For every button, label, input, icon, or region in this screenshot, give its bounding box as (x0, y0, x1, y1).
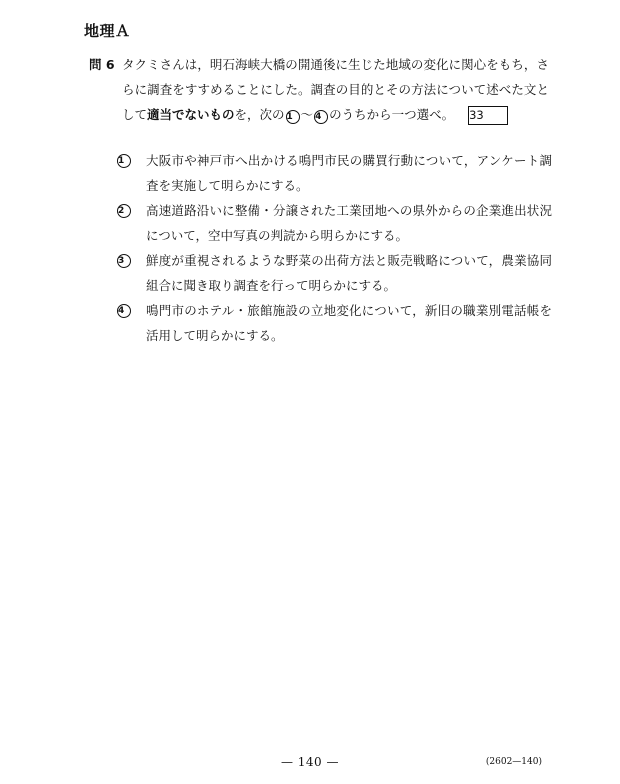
option-2-number-icon: 2 (117, 204, 131, 218)
option-2[interactable] (116, 198, 552, 248)
section-title: 地理Ａ (84, 22, 131, 40)
option-3-number-icon: 3 (117, 254, 131, 268)
footer-code: (2602—140) (485, 757, 542, 767)
question-text-end: のうちから一つ選べ。 (329, 107, 455, 122)
question-text-after-emphasis: を，次の (234, 107, 285, 122)
range-start-circled-number: 1 (286, 110, 300, 124)
option-1-number-icon: 1 (117, 154, 131, 168)
question-text (122, 52, 549, 127)
option-1[interactable] (116, 148, 552, 198)
option-1-text: 大阪市や神戸市へ出かける鳴門市民の購買行動について，アンケート調査を実施して明らかにする。 (146, 153, 552, 193)
option-2-text: 高速道路沿いに整備・分譲された工業団地への県外からの企業進出状況について，空中写真の判読から明らかにする。 (146, 203, 552, 243)
option-3[interactable] (116, 248, 552, 298)
question-text-before: タクミさんは，明石海峡大橋の開通後に生じた地域の変化に関心をもち，さらに調査をすすめることにした。調査の目的とその方法について述べた文として (122, 57, 549, 122)
range-end-circled-number: 4 (314, 110, 328, 124)
option-4-number-icon: 4 (117, 304, 131, 318)
option-4-text: 鳴門市のホテル・旅館施設の立地変化について，新旧の職業別電話帳を活用して明らかにする。 (146, 303, 552, 343)
question-label: 問 6 (89, 57, 115, 72)
option-4[interactable] (116, 298, 552, 348)
question-block (89, 52, 549, 127)
question-emphasis: 適当でないもの (147, 107, 235, 122)
options-list (116, 148, 552, 348)
answer-box[interactable]: 33 (468, 106, 508, 125)
option-3-text: 鮮度が重視されるような野菜の出荷方法と販売戦略について，農業協同組合に聞き取り調査を行って明らかにする。 (146, 253, 552, 293)
range-separator: 〜 (300, 107, 314, 122)
page-number: — 140 — (280, 755, 340, 769)
